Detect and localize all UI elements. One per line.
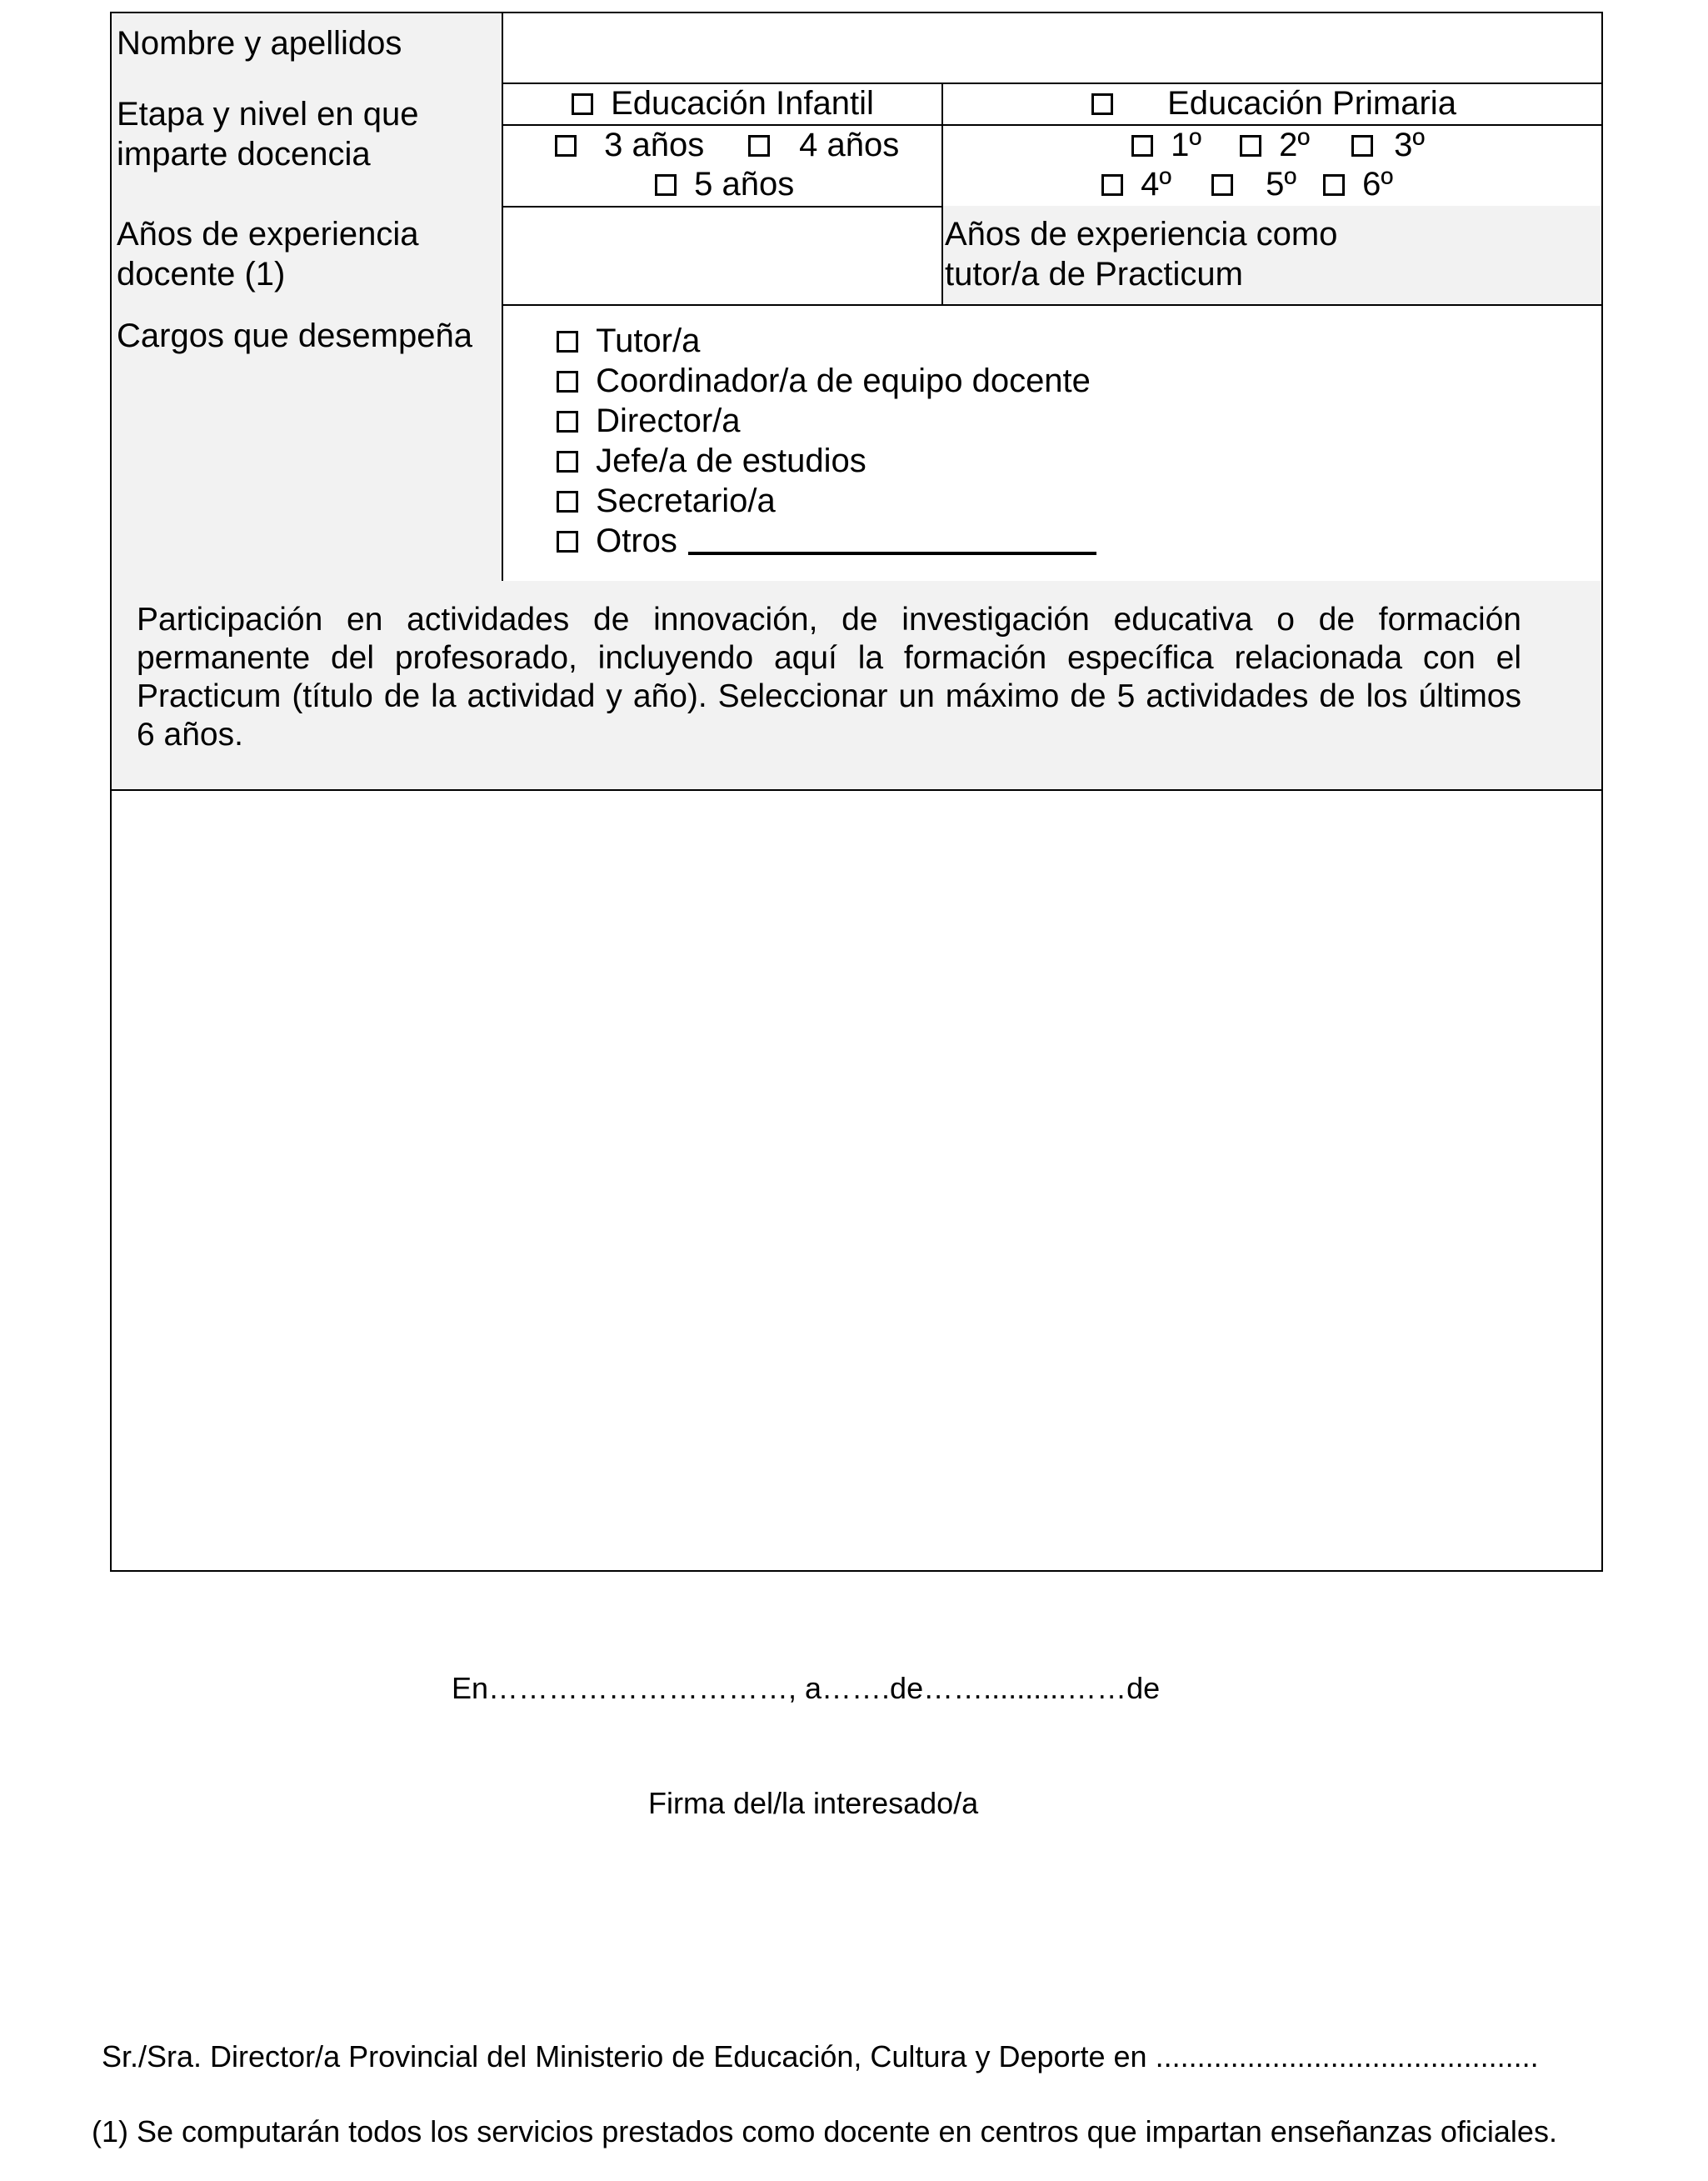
cargos-options-cell: [502, 304, 1603, 583]
primaria-header-cell: [941, 83, 1603, 126]
checkbox[interactable]: [1323, 174, 1345, 196]
option-label: 3 años: [604, 127, 705, 163]
option-label: 2º: [1279, 127, 1310, 163]
experiencia-label-cell: [110, 206, 503, 306]
option-5[interactable]: [1211, 164, 1296, 204]
fecha-line: En…………………………, a…….de……..........……de: [452, 1671, 1161, 1705]
destinatario-line: Sr./Sra. Director/a Provincial del Ministerio de Educación, Cultura y Deporte en ..............................................: [102, 2039, 1539, 2073]
etapa-label-cell: [110, 83, 503, 208]
infantil-title: Educación Infantil: [611, 85, 874, 122]
cargo-label: Tutor/a: [596, 323, 701, 359]
infantil-header-cell: [502, 83, 943, 126]
cargo-label: Otros: [596, 523, 677, 559]
cargo-tutor[interactable]: [557, 321, 700, 361]
nombre-label: Nombre y apellidos: [117, 25, 402, 62]
cargo-otros[interactable]: [557, 521, 1096, 561]
experiencia-field[interactable]: [502, 206, 943, 306]
primaria-title: Educación Primaria: [1167, 85, 1456, 122]
checkbox[interactable]: [557, 531, 578, 553]
cargo-label: Secretario/a: [596, 483, 776, 519]
infantil-header[interactable]: [572, 83, 874, 123]
checkbox[interactable]: [1101, 174, 1123, 196]
otros-blank-line[interactable]: [688, 552, 1096, 555]
tutor-practicum-cell: [941, 206, 1603, 306]
checkbox[interactable]: [1240, 135, 1261, 157]
tutor-practicum-label: Años de experiencia como tutor/a de Practicum: [945, 216, 1338, 293]
participacion-text: Participación en actividades de innovación, de investigación educativa o de formación permanente del profesorado, incluyendo aquí la formación específica relacionada con el Practicum (título de la actividad y año). Seleccionar un máximo de 5 actividades de los últimos 6 años.: [137, 602, 1521, 753]
primaria-checkbox[interactable]: [1091, 93, 1113, 115]
cargos-label: Cargos que desempeña: [117, 318, 472, 354]
option-label: 5º: [1266, 166, 1296, 203]
option-label: 1º: [1171, 127, 1201, 163]
option-6[interactable]: [1323, 164, 1393, 204]
option-2[interactable]: [1240, 125, 1310, 165]
checkbox[interactable]: [1131, 135, 1153, 157]
cargos-label-cell: [110, 304, 503, 583]
experiencia-label: Años de experiencia docente (1): [117, 216, 419, 293]
cargo-director[interactable]: [557, 401, 741, 441]
option-4[interactable]: [1101, 164, 1171, 204]
option-3[interactable]: [1351, 125, 1425, 165]
primaria-header[interactable]: [1091, 83, 1456, 123]
checkbox[interactable]: [748, 135, 770, 157]
option-1[interactable]: [1131, 125, 1201, 165]
checkbox[interactable]: [555, 135, 577, 157]
nombre-label-cell: [110, 12, 503, 84]
infantil-options-cell: [502, 124, 943, 208]
checkbox[interactable]: [557, 451, 578, 473]
nombre-field[interactable]: [502, 12, 1603, 84]
infantil-checkbox[interactable]: [572, 93, 593, 115]
option-5-anos[interactable]: [655, 164, 794, 204]
cargo-jefe-estudios[interactable]: [557, 441, 866, 481]
cargo-label: Director/a: [596, 403, 741, 439]
checkbox[interactable]: [1351, 135, 1373, 157]
checkbox[interactable]: [655, 174, 677, 196]
option-label: 4 años: [799, 127, 900, 163]
etapa-label: Etapa y nivel en que imparte docencia: [117, 96, 419, 173]
option-label: 6º: [1362, 166, 1393, 203]
option-label: 5 años: [694, 166, 795, 203]
nota-al-pie: (1) Se computarán todos los servicios prestados como docente en centros que impartan enseñanzas oficiales.: [92, 2114, 1557, 2148]
option-4-anos[interactable]: [748, 125, 899, 165]
cargo-label: Jefe/a de estudios: [596, 443, 866, 479]
cargo-secretario[interactable]: [557, 481, 776, 521]
actividades-field[interactable]: [110, 789, 1603, 1572]
checkbox[interactable]: [1211, 174, 1233, 196]
checkbox[interactable]: [557, 371, 578, 393]
checkbox[interactable]: [557, 331, 578, 353]
option-label: 4º: [1141, 166, 1171, 203]
participacion-header-cell: [110, 581, 1603, 791]
checkbox[interactable]: [557, 491, 578, 513]
cargo-label: Coordinador/a de equipo docente: [596, 363, 1091, 399]
primaria-options-cell: [941, 124, 1603, 208]
option-label: 3º: [1394, 127, 1425, 163]
checkbox[interactable]: [557, 411, 578, 433]
firma-label: Firma del/la interesado/a: [648, 1786, 979, 1820]
cargo-coordinador[interactable]: [557, 361, 1091, 401]
option-3-anos[interactable]: [555, 125, 704, 165]
